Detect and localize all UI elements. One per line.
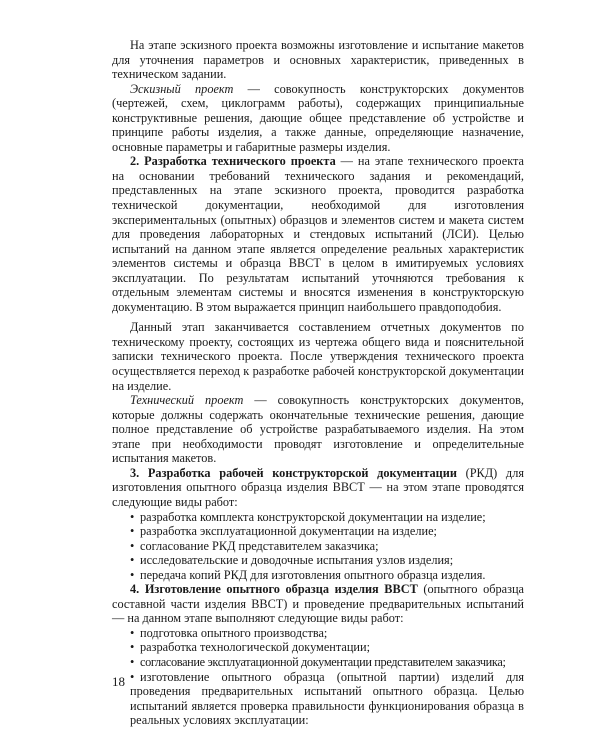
- list-item: • согласование РКД представителем заказчика;: [130, 538, 379, 553]
- technical-definition-text: — совокупность конструкторских документов, которые должны содержать окончательные технические решения, дающие полное представление об устройстве разрабатываемого изделия. На этом этапе при необходимости проводят изготовление и определительные испытания макетов.: [112, 393, 525, 466]
- work-list-prototype: [112, 626, 524, 728]
- section-4-heading: 4. Изготовление опытного образца изделия ВВСТ: [130, 582, 418, 597]
- bullet-icon: •: [130, 669, 135, 684]
- list-item: • разработка технологической документации;: [130, 640, 371, 655]
- paragraph-intro: На этапе эскизного проекта возможны изготовление и испытание макетов для уточнения параметров и основных характеристик, приведенных в техническом задании.: [112, 38, 524, 82]
- paragraph-technical-definition: [112, 393, 524, 466]
- paragraph-section-2: [112, 154, 524, 314]
- bullet-icon: •: [130, 553, 135, 568]
- page-number: 18: [112, 674, 125, 689]
- list-item: • разработка комплекта конструкторской документации на изделие;: [130, 509, 486, 524]
- list-item: • передача копий РКД для изготовления опытного образца изделия.: [130, 567, 486, 582]
- paragraph-sketch-definition: [112, 82, 524, 155]
- work-list-rkd: [112, 510, 524, 583]
- section-4-text: (опытного образца составной части изделия ВВСТ) и проведение предварительных испытаний — на данном этапе выполняют следующие виды работ:: [112, 582, 524, 626]
- sketch-definition-text: — совокупность конструкторских документов (чертежей, схем, циклограмм работы), содержащих принципиальные конструктивные решения, дающие общее представление об устройстве и принципе работы изделия, а также данные, определяющие назначение, основные параметры и габаритные размеры изделия.: [112, 81, 525, 154]
- section-2-text: — на этапе технического проекта на основании требований технического задания и рекомендаций, представленных на этапе эскизного проекта, проводится разработка технической документации, необходимой для изготовления экспериментальных (опытных) образцов и элементов систем и макета систем для проведения лабораторных и стендовых испытаний (ЛСИ). Целью испытаний на данном этапе является определение реальных характеристик элементов системы и образца ВВСТ в целом в имитируемых условиях эксплуатации. По результатам испытаний уточняются требования к отдельным элементам системы и вносятся изменения в конструкторскую документацию. В этом выражается принцип наибольшего правдоподобия.: [112, 154, 524, 314]
- paragraph-section-3: [112, 466, 524, 510]
- bullet-icon: •: [130, 640, 135, 655]
- bullet-icon: •: [130, 524, 135, 539]
- term-sketch-project: Эскизный проект: [130, 81, 234, 96]
- section-2-heading: 2. Разработка технического проекта: [130, 154, 336, 169]
- list-item: • подготовка опытного производства;: [130, 625, 328, 640]
- list-item: • разработка эксплуатационной документации на изделие;: [130, 524, 437, 539]
- bullet-icon: •: [130, 654, 134, 669]
- bullet-icon: •: [130, 538, 135, 553]
- bullet-icon: •: [130, 509, 135, 524]
- section-3-heading: 3. Разработка рабочей конструкторской документации: [130, 465, 457, 480]
- paragraph-stage-end: Данный этап заканчивается составлением отчетных документов по техническому проекту, состоящих из чертежа общего вида и пояснительной записки технического проекта. После утверждения технического проекта осуществляется переход к разработке рабочей конструкторской документации на изделие.: [112, 320, 524, 393]
- term-technical-project: Технический проект: [130, 393, 244, 408]
- list-item: • исследовательские и доводочные испытания узлов изделия;: [130, 553, 454, 568]
- bullet-icon: •: [130, 567, 135, 582]
- list-item: • изготовление опытного образца (опытной партии) изделий для проведения предварительных испытаний опытного образца. Целью испытаний является проверка правильности функционирования образца в реальных условиях эксплуатации:: [130, 669, 524, 728]
- section-3-text: (РКД) для изготовления опытного образца изделия ВВСТ — на этом этапе проводятся следующие виды работ:: [112, 465, 524, 509]
- list-item: • согласование эксплуатационной документации представителем заказчика;: [130, 654, 506, 669]
- page-body: [112, 38, 524, 728]
- paragraph-section-4: [112, 582, 524, 626]
- bullet-icon: •: [130, 625, 135, 640]
